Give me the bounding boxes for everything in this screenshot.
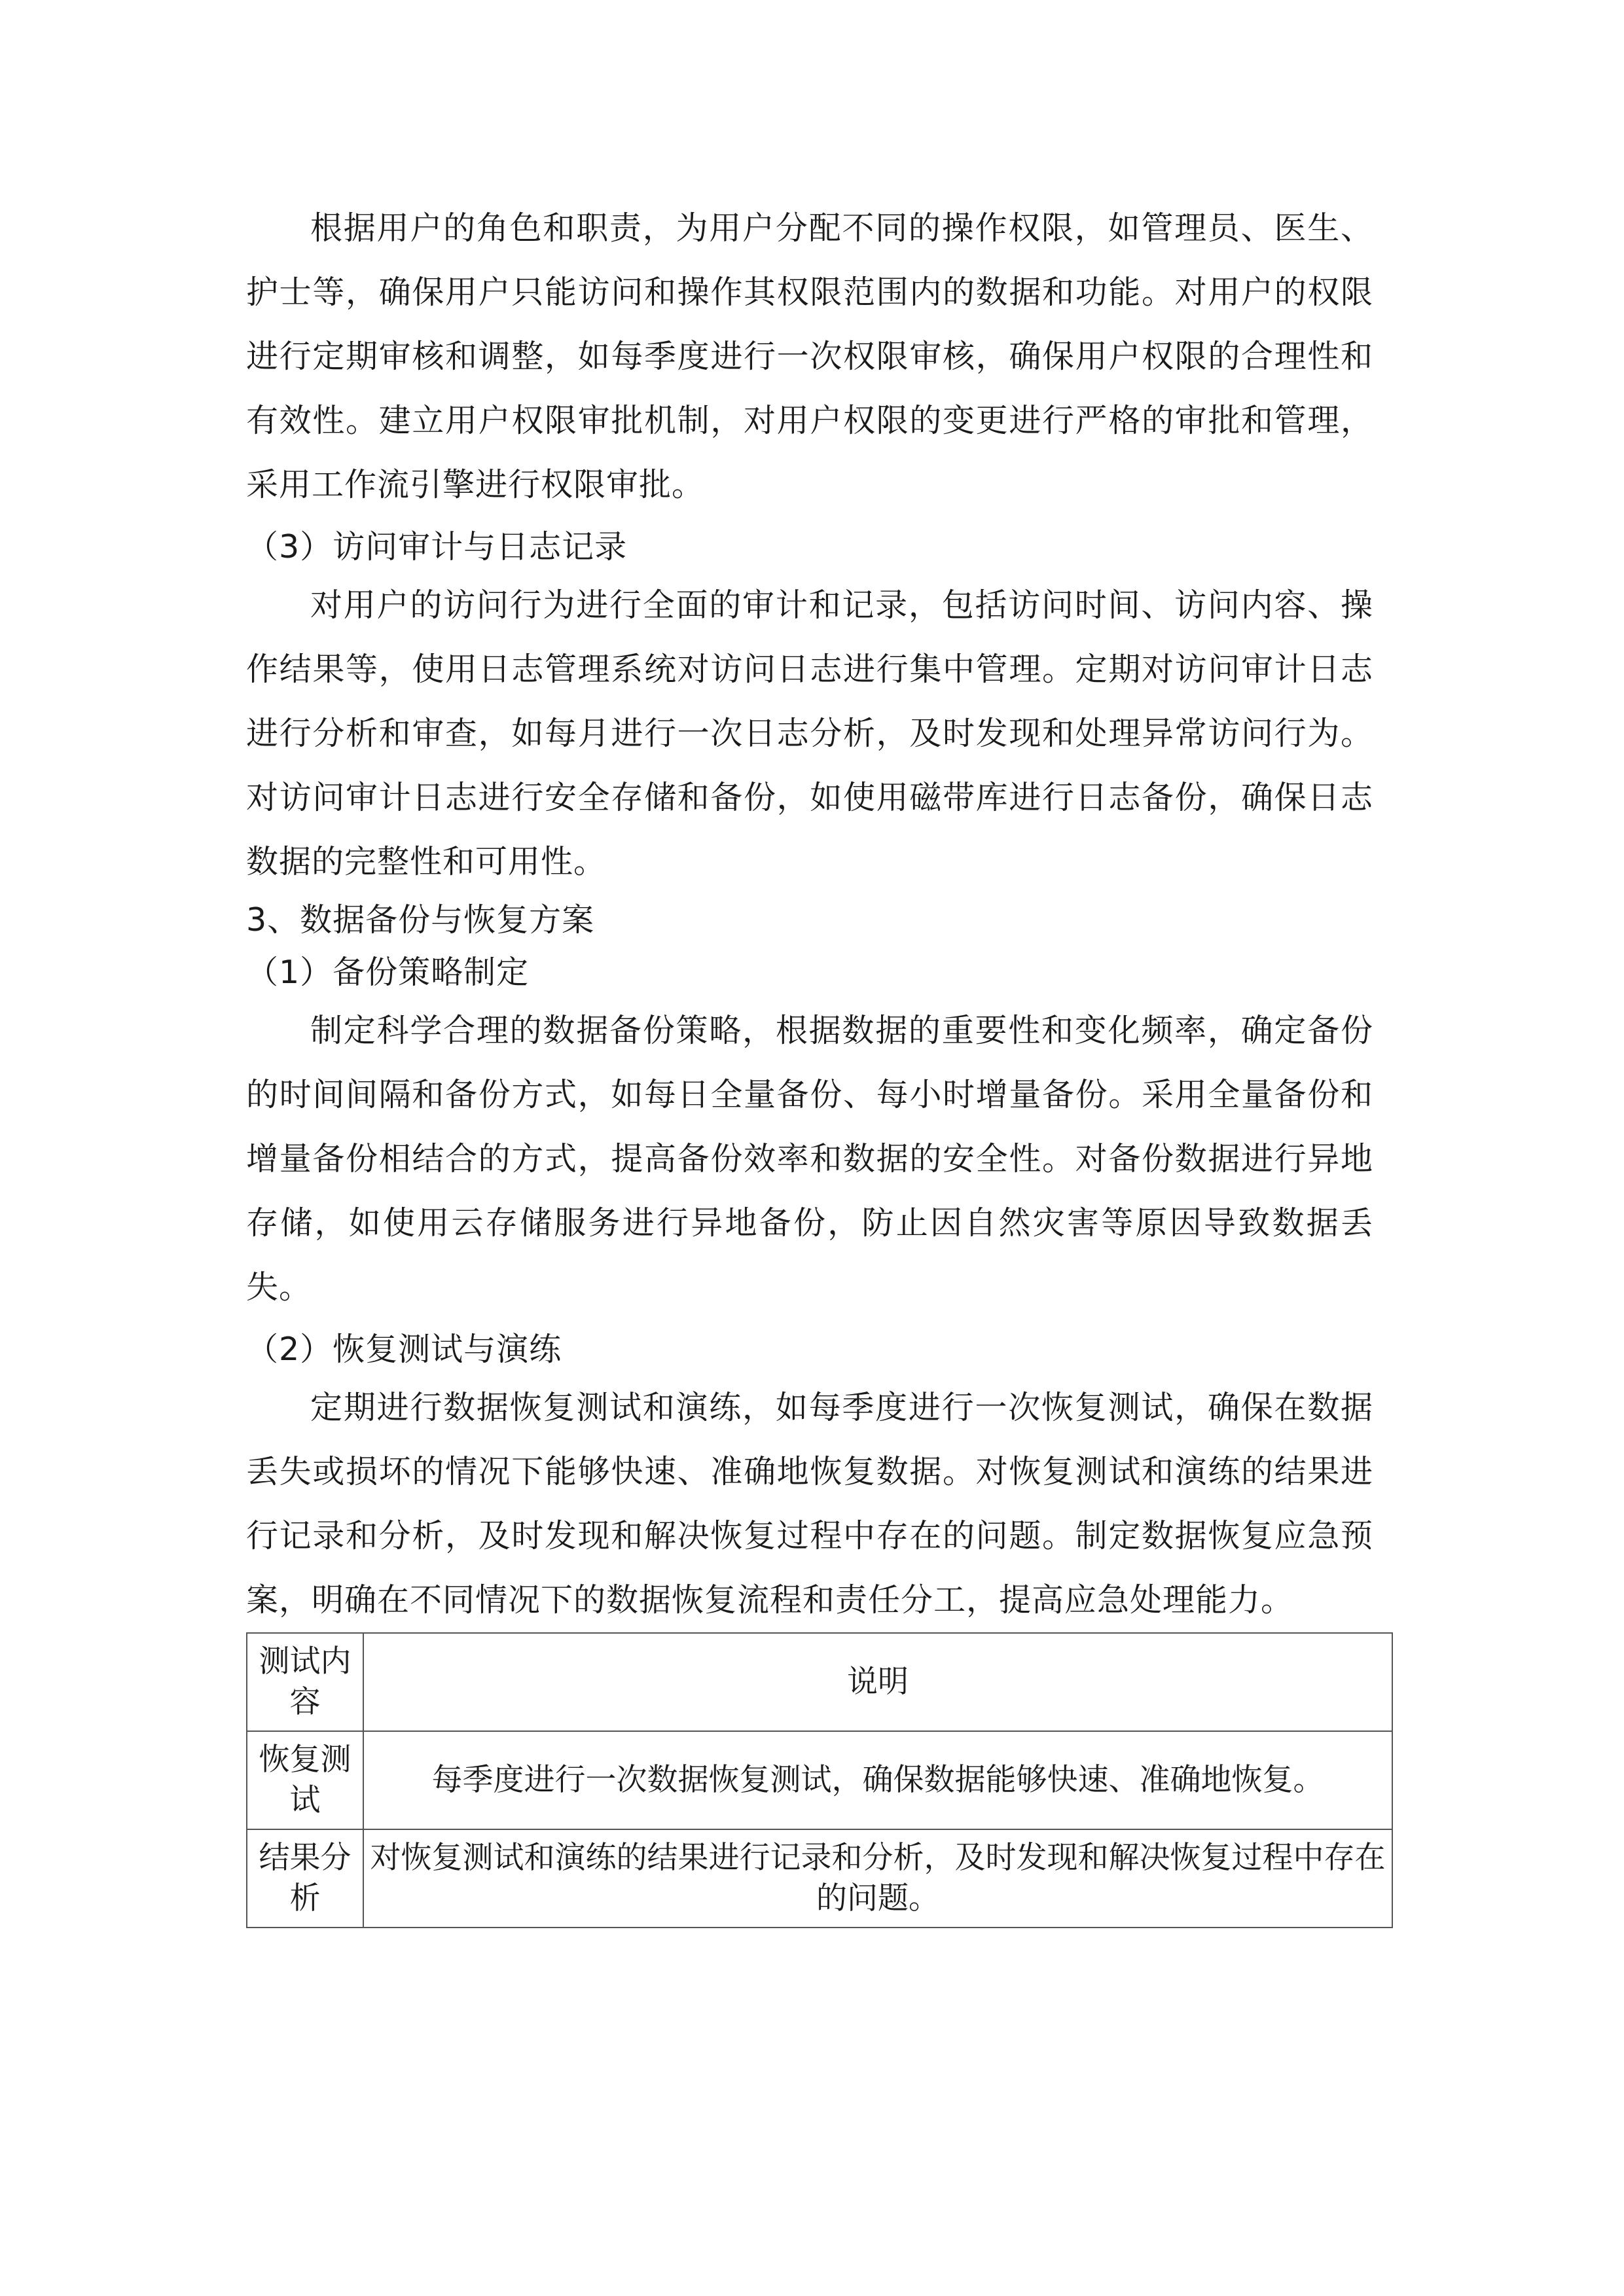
- table-header-cell-content: 测试内容: [247, 1633, 363, 1731]
- heading-recovery-test: （2）恢复测试与演练: [246, 1331, 562, 1368]
- heading-access-audit: （3）访问审计与日志记录: [246, 528, 628, 565]
- paragraph-access-audit: 对用户的访问行为进行全面的审计和记录，包括访问时间、访问内容、操作结果等，使用日志管理系统对访问日志进行集中管理。定期对访问审计日志进行分析和审查，如每月进行一次日志分析，及时发现和处理异常访问行为。对访问审计日志进行安全存储和备份，如使用磁带库进行日志备份，确保日志数据的完整性和可用性。: [246, 586, 1373, 880]
- heading-backup-recovery: 3、数据备份与恢复方案: [246, 901, 595, 939]
- heading-backup-strategy: （1）备份策略制定: [246, 954, 530, 991]
- table-cell-description: 对恢复测试和演练的结果进行记录和分析，及时发现和解决恢复过程中存在的问题。: [363, 1829, 1392, 1928]
- table-cell-item: 结果分析: [247, 1829, 363, 1928]
- table-row: [247, 1731, 1392, 1829]
- document-page: [246, 196, 1386, 1928]
- table-cell-description: 每季度进行一次数据恢复测试，确保数据能够快速、准确地恢复。: [363, 1731, 1392, 1829]
- table-header-row: [247, 1633, 1392, 1731]
- table-row: [247, 1829, 1392, 1928]
- table-header-cell-description: 说明: [363, 1633, 1392, 1731]
- recovery-table: [246, 1632, 1393, 1928]
- paragraph-user-permissions: 根据用户的角色和职责，为用户分配不同的操作权限，如管理员、医生、护士等，确保用户只能访问和操作其权限范围内的数据和功能。对用户的权限进行定期审核和调整，如每季度进行一次权限审核，确保用户权限的合理性和有效性。建立用户权限审批机制，对用户权限的变更进行严格的审批和管理，采用工作流引擎进行权限审批。: [246, 209, 1373, 503]
- paragraph-backup-strategy: 制定科学合理的数据备份策略，根据数据的重要性和变化频率，确定备份的时间间隔和备份方式，如每日全量备份、每小时增量备份。采用全量备份和增量备份相结合的方式，提高备份效率和数据的安全性。对备份数据进行异地存储，如使用云存储服务进行异地备份，防止因自然灾害等原因导致数据丢失。: [246, 1012, 1373, 1306]
- table-cell-item: 恢复测试: [247, 1731, 363, 1829]
- paragraph-recovery-test: 定期进行数据恢复测试和演练，如每季度进行一次恢复测试，确保在数据丢失或损坏的情况下能够快速、准确地恢复数据。对恢复测试和演练的结果进行记录和分析，及时发现和解决恢复过程中存在的问题。制定数据恢复应急预案，明确在不同情况下的数据恢复流程和责任分工，提高应急处理能力。: [246, 1389, 1373, 1619]
